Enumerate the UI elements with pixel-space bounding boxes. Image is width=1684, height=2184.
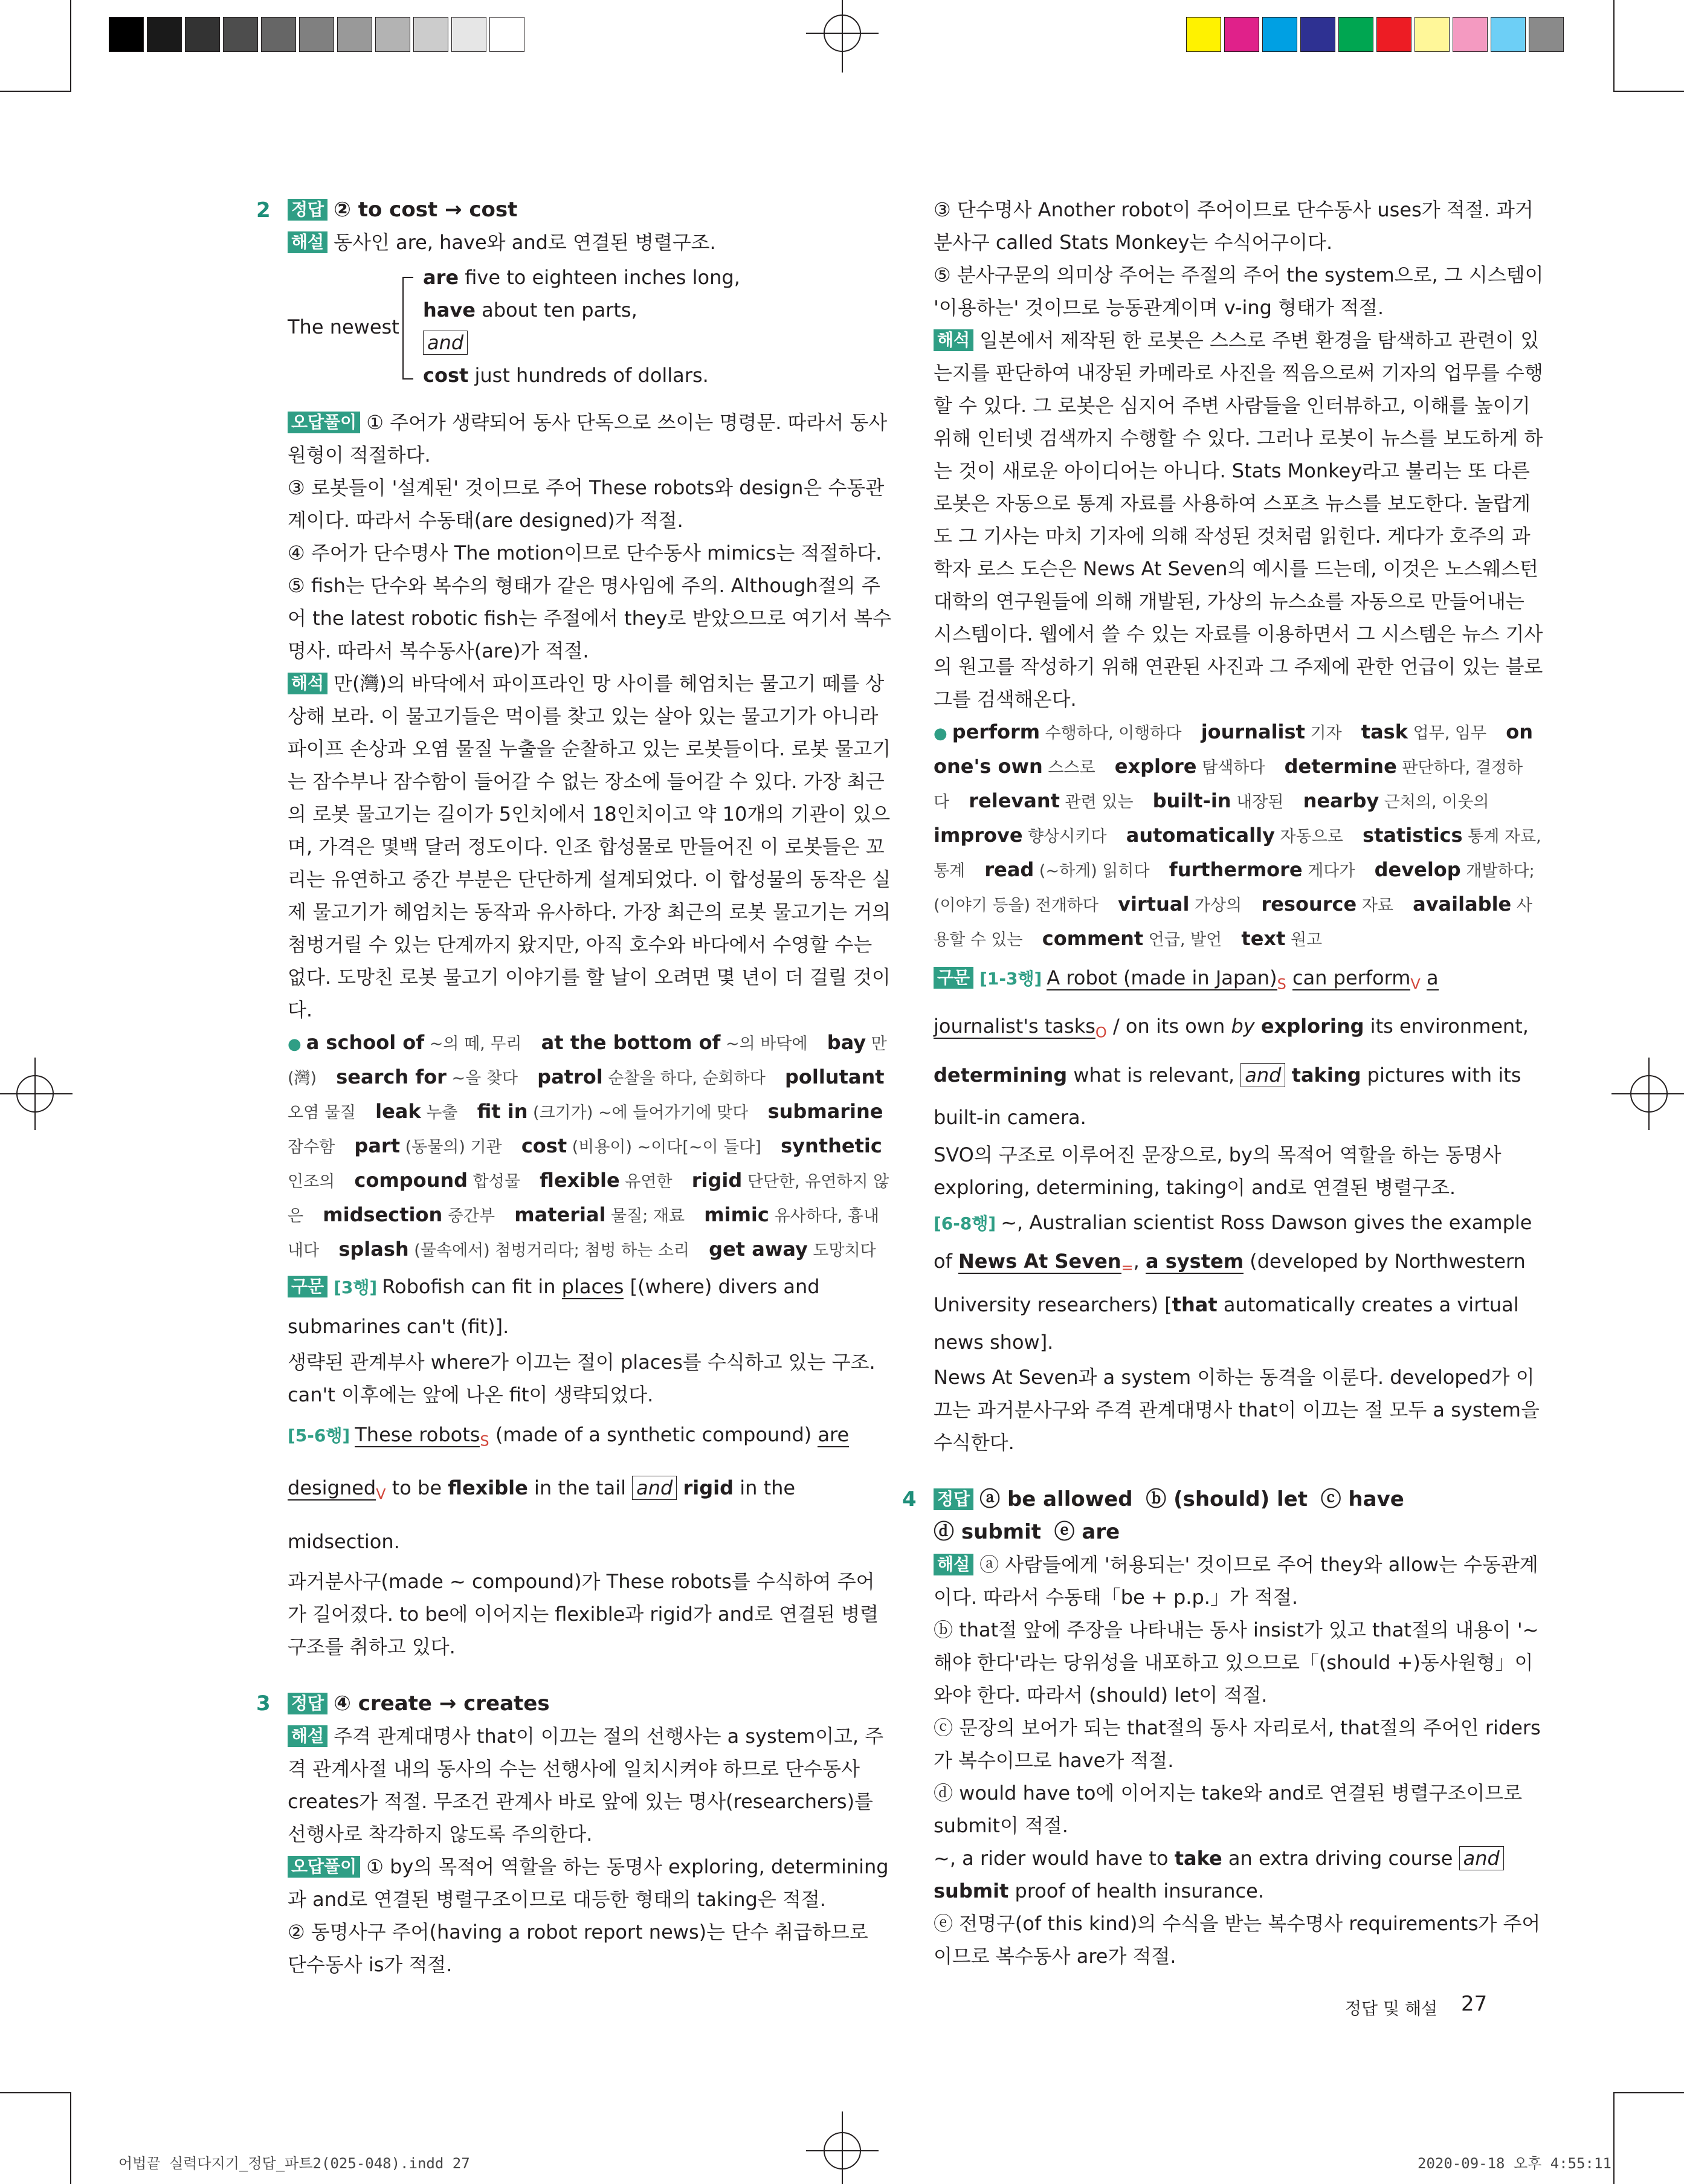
- q3-translation: 해석 일본에서 제작된 한 로봇은 스스로 주변 환경을 탐색하고 관련이 있는지를 판단하여 내장된 카메라로 사진을 찍음으로써 기자의 업무를 수행할 수 있다. 그 로봇은 심지어 주변 사람들을 인터뷰하고, 이해를 높이기 위해 인터넷 검색까지 수행할 수 있다. 그러나 로봇이 뉴스를 보도하게 하는 것이 새로운 아이디어는 아니다. Stats Monkey라고 불리는 또 다른 로봇은 자동으로 통계 자료를 사용하여 스포츠 뉴스를 보도한다. 놀랍게도 그 기사는 마치 기자에 의해 작성된 것처럼 읽힌다. 게다가 호주의 과학자 로스 도슨은 News At Seven의 예시를 드는데, 이것은 노스웨스턴 대학의 연구원들에 의해 개발된, 가상의 뉴스쇼를 자동으로 만들어내는 시스템이다. 웹에서 쓸 수 있는 자료를 이용하면서 그 시스템은 뉴스 기사의 원고를 작성하기 위해 연관된 사진과 그 주제에 관한 언급이 있는 블로그를 검색해온다.: [934, 329, 1543, 711]
- vocab-word: determine: [1284, 755, 1397, 778]
- q2-wrong-3: ④ 주어가 단수명사 The motion이므로 단수동사 mimics는 적절하다.: [288, 541, 882, 564]
- vocab-word: splash: [338, 1238, 409, 1261]
- q4-explain-a: 해설 ⓐ 사람들에게 '허용되는' 것이므로 주어 they와 allow는 수동관계이다. 따라서 수동태「be + p.p.」가 적절.: [934, 1553, 1538, 1609]
- vocab-meaning: 인조의: [288, 1172, 335, 1191]
- color-swatch: [1491, 17, 1526, 52]
- vocab-word: task: [1361, 720, 1408, 743]
- vocab-word: bay: [827, 1031, 866, 1054]
- vocab-meaning: (비용이) ~이다[~이 들다]: [567, 1138, 761, 1157]
- vocab-word: statistics: [1363, 824, 1463, 847]
- vocab-word: virtual: [1118, 893, 1190, 916]
- vocab-meaning: 잠수함: [288, 1138, 335, 1157]
- bullet-icon: ●: [934, 725, 947, 743]
- gray-swatch: [223, 17, 258, 52]
- left-column: [256, 193, 892, 1981]
- question-number-2: 2: [256, 198, 271, 222]
- vocab-meaning: ~의 떼, 무리: [424, 1035, 522, 1053]
- vocab-word: patrol: [537, 1065, 603, 1088]
- q2-syntax-2-note: 과거분사구(made ~ compound)가 These robots를 수식하여 주어가 길어졌다. to be에 이어지는 flexible과 rigid가 and로 연결된 병렬구조를 취하고 있다.: [288, 1569, 879, 1658]
- gray-swatch: [489, 17, 524, 52]
- q2-syntax-2: [5-6행] These robots$_S$ (made of a synthetic compound) are designed$_V$ to be flexible in the tail and rigid in the midsection.: [288, 1423, 850, 1553]
- vocab-word: improve: [934, 824, 1023, 847]
- vocab-word: a school of: [306, 1031, 425, 1054]
- vocab-word: on one's own: [934, 720, 1534, 778]
- vocab-meaning: (크기가) ~에 들어가기에 맞다: [527, 1103, 749, 1122]
- q4-block: [902, 1483, 1545, 1972]
- vocab-word: read: [984, 858, 1034, 881]
- vocab-meaning: 수행하다, 이행하다: [1040, 724, 1182, 743]
- vocab-word: get away: [709, 1238, 808, 1261]
- crop-mark: [70, 2092, 71, 2184]
- gray-swatch: [375, 17, 410, 52]
- vocab-word: furthermore: [1169, 858, 1303, 881]
- vocab-word: leak: [375, 1100, 421, 1123]
- vocab-word: rigid: [691, 1169, 743, 1192]
- q3-syntax-1-note: SVO의 구조로 이루어진 문장으로, by의 목적어 역할을 하는 동명사 exploring, determining, taking이 and로 연결된 병렬구조.: [934, 1143, 1502, 1199]
- parallel-diagram: The newest are five to eighteen inches long, have about ten parts, and cost just hundreds of dollars.: [288, 266, 740, 387]
- color-swatch: [1529, 17, 1564, 52]
- wrong-tag: 오답풀이: [288, 412, 360, 433]
- vocab-meaning: 탐색하다: [1196, 758, 1265, 777]
- vocab-word: search for: [336, 1065, 447, 1088]
- gray-swatch: [413, 17, 448, 52]
- color-swatch: [1300, 17, 1335, 52]
- vocab-meaning: (물속에서) 첨벙거리다; 첨벙 하는 소리: [408, 1241, 689, 1260]
- q3-explain: 해설 주격 관계대명사 that이 이끄는 절의 선행사는 a system이고, 주격 관계사절 내의 동사의 수는 선행사에 일치시켜야 하므로 단수동사 creates가 적절. 무조건 관계사 바로 앞에 있는 명사(researchers)를 선행사로 착각하지 않도록 주의한다.: [288, 1724, 884, 1846]
- vocab-meaning: 합성물: [468, 1172, 520, 1191]
- vocab-meaning: 자료: [1357, 896, 1393, 915]
- vocab-meaning: 유사하다, 흉내 내다: [288, 1207, 880, 1260]
- vocab-word: compound: [354, 1169, 468, 1192]
- translate-tag: 해석: [288, 673, 327, 694]
- vocab-word: material: [514, 1203, 606, 1226]
- vocab-meaning: 누출: [421, 1103, 458, 1122]
- vocab-word: relevant: [969, 789, 1060, 812]
- vocab-word: mimic: [704, 1203, 769, 1226]
- q4-answer: 정답 ⓐ be allowed ⓑ (should) let ⓒ have: [934, 1483, 1545, 1516]
- q3-syntax-2: [6-8행] ~, Australian scientist Ross Dawson gives the example of News At Seven$_=$, a system (developed by Northwestern University researchers) [that automatically creates a virtual news show].: [934, 1210, 1532, 1354]
- crop-mark: [1613, 2092, 1684, 2093]
- registration-mark: [0, 1058, 73, 1130]
- bracket: [402, 277, 413, 380]
- vocab-word: submarine: [767, 1100, 883, 1123]
- vocab-meaning: 판단하다, 결정하다: [934, 758, 1523, 812]
- q3-wrong-5: ⑤ 분사구문의 의미상 주어는 주절의 주어 the system으로, 그 시스템이 '이용하는' 것이므로 능동관계이며 v-ing 형태가 적절.: [934, 263, 1544, 319]
- q3-wrong-2: ② 동명사구 주어(having a robot report news)는 단수 취급하므로 단수동사 is가 적절.: [288, 1920, 868, 1976]
- q2-translation: 해석 만(灣)의 바닥에서 파이프라인 망 사이를 헤엄치는 물고기 떼를 상상해 보라. 이 물고기들은 먹이를 찾고 있는 살아 있는 물고기가 아니라 파이프 손상과 오염 물질 누출을 순찰하고 있는 로봇들이다. 로봇 물고기는 잠수부나 잠수함이 들어갈 수 없는 장소에 들어갈 수 있다. 가장 최근의 로봇 물고기는 길이가 5인치에서 18인치이고 약 10개의 기관이 있으며, 가격은 몇백 달러 정도이다. 인조 합성물로 만들어진 이 로봇들은 꼬리는 유연하고 중간 부분은 단단하게 설계되었다. 이 합성물의 동작은 실제 물고기가 헤엄치는 동작과 유사하다. 가장 최근의 로봇 물고기는 거의 첨벙거릴 수 있는 단계까지 왔지만, 아직 호수와 바다에서 수영할 수는 없다. 도망친 로봇 물고기 이야기를 할 날이 오려면 몇 년이 더 걸릴 것이다.: [288, 672, 891, 1021]
- vocab-meaning: 단단한, 유연하지 않은: [288, 1172, 889, 1226]
- vocab-word: comment: [1042, 927, 1144, 950]
- crop-mark: [1613, 0, 1615, 91]
- vocab-word: develop: [1374, 858, 1461, 881]
- bullet-icon: ●: [288, 1035, 302, 1053]
- vocab-word: flexible: [540, 1169, 620, 1192]
- vocab-meaning: 통계 자료, 통계: [934, 827, 1541, 880]
- slug-filename: 어법끝 실력다지기_정답_파트2(025-048).indd 27: [118, 2155, 470, 2172]
- vocab-word: at the bottom of: [541, 1031, 721, 1054]
- answer-tag: 정답: [288, 199, 327, 221]
- crop-mark: [0, 91, 71, 92]
- vocab-word: nearby: [1303, 789, 1379, 812]
- q4-explain-b: ⓑ that절 앞에 주장을 나타내는 동사 insist가 있고 that절의 내용이 '~해야 한다'라는 당위성을 내포하고 있으므로「(should +)동사원형」이 와야 한다. 따라서 (should) let이 적절.: [934, 1618, 1539, 1707]
- gray-swatch: [261, 17, 296, 52]
- q4-explain-d: ⓓ would have to에 이어지는 take와 and로 연결된 병렬구조이므로 submit이 적절.: [934, 1782, 1523, 1838]
- page-number: 27: [1461, 1992, 1488, 2016]
- vocab-word: pollutant: [784, 1065, 885, 1088]
- q2-wrong-2: ③ 로봇들이 '설계된' 것이므로 주어 These robots와 design은 수동관계이다. 따라서 수동태(are designed)가 적절.: [288, 476, 885, 532]
- crop-mark: [70, 0, 71, 91]
- vocab-meaning: 향상시키다: [1022, 827, 1107, 846]
- q4-explain-c: ⓒ 문장의 보어가 되는 that절의 동사 자리로서, that절의 주어인 riders가 복수이므로 have가 적절.: [934, 1716, 1541, 1772]
- vocab-meaning: 게다가: [1302, 862, 1355, 880]
- q4-example: ~, a rider would have to take an extra driving course and submit proof of health insurance.: [934, 1842, 1545, 1907]
- syntax-tag: 구문: [288, 1276, 327, 1297]
- vocab-word: automatically: [1126, 824, 1275, 847]
- vocab-meaning: 언급, 발언: [1143, 931, 1222, 949]
- vocab-meaning: 내장된: [1231, 793, 1284, 812]
- color-swatch: [1415, 17, 1450, 52]
- color-swatch: [1186, 17, 1221, 52]
- color-swatch: [1338, 17, 1373, 52]
- vocab-meaning: ~의 바닥에: [720, 1035, 808, 1053]
- vocab-meaning: 기자: [1305, 724, 1342, 743]
- vocab-word: resource: [1261, 893, 1357, 916]
- vocab-word: available: [1413, 893, 1512, 916]
- vocab-meaning: 원고: [1285, 931, 1323, 949]
- vocab-word: perform: [952, 720, 1040, 743]
- registration-mark: [806, 0, 879, 73]
- q3-syntax-1: 구문 [1-3행] A robot (made in $Japan)_S$ can perform$_V$ a journalist's tasks$_O$ / on its own by exploring its environment, determining what is relevant, and taking pictures with its built-in camera.: [934, 966, 1529, 1129]
- q3-wrong-3: ③ 단수명사 Another robot이 주어이므로 단수동사 uses가 적절. 과거분사구 called Stats Monkey는 수식어구이다.: [934, 198, 1534, 254]
- gray-swatch: [147, 17, 182, 52]
- q3-answer: 정답 ④ create → creates: [288, 1687, 892, 1720]
- vocab-word: fit in: [477, 1100, 528, 1123]
- vocab-meaning: 사용할 수 있는: [934, 896, 1532, 949]
- vocab-meaning: 관련 있는: [1059, 793, 1134, 812]
- vocab-word: explore: [1114, 755, 1197, 778]
- question-number-4: 4: [902, 1487, 917, 1512]
- vocab-meaning: 만(灣): [288, 1035, 887, 1088]
- vocab-meaning: 개발하다; (이야기 등을) 전개하다: [934, 862, 1535, 915]
- crop-mark: [0, 2092, 71, 2093]
- q3-wrong-1: 오답풀이 ① by의 목적어 역할을 하는 동명사 exploring, determining과 and로 연결된 병렬구조이므로 대등한 형태의 taking은 적절.: [288, 1855, 889, 1911]
- vocab-meaning: 순찰을 하다, 순회하다: [602, 1069, 766, 1088]
- question-number-3: 3: [256, 1691, 271, 1716]
- gray-swatch: [337, 17, 372, 52]
- registration-mark: [806, 2111, 879, 2184]
- gray-swatch: [451, 17, 486, 52]
- q2-answer: 정답 ② to cost → cost: [288, 193, 892, 226]
- vocab-meaning: 스스로: [1042, 758, 1095, 777]
- gray-swatch: [109, 17, 144, 52]
- vocab-meaning: 유연한: [619, 1172, 673, 1191]
- vocab-word: text: [1241, 927, 1286, 950]
- color-swatch: [1376, 17, 1411, 52]
- q2-syntax-1: 구문 [3행] Robofish can fit in places [(where) divers and submarines can't (fit)].: [288, 1275, 820, 1338]
- vocab-word: midsection: [323, 1203, 443, 1226]
- color-swatch: [1224, 17, 1259, 52]
- vocab-meaning: 근처의, 이웃의: [1379, 793, 1489, 812]
- q2-wrong-1: 오답풀이 ① 주어가 생략되어 동사 단독으로 쓰이는 명령문. 따라서 동사원형이 적절하다.: [288, 411, 888, 467]
- q2-vocabulary: [288, 1026, 892, 1267]
- gray-swatch: [185, 17, 220, 52]
- vocab-meaning: 자동으로: [1274, 827, 1343, 846]
- vocab-meaning: 물질; 재료: [605, 1207, 685, 1226]
- q4-explain-e: ⓔ 전명구(of this kind)의 수식을 받는 복수명사 requirements가 주어이므로 복수동사 are가 적절.: [934, 1912, 1541, 1968]
- crop-mark: [1613, 2092, 1615, 2184]
- vocab-meaning: (~하게) 읽히다: [1034, 862, 1150, 880]
- q3-vocabulary: [934, 716, 1545, 957]
- vocab-word: synthetic: [781, 1134, 882, 1157]
- slug-date: 2020-09-18 오후 4:55:11: [1418, 2155, 1611, 2172]
- vocab-meaning: 오염 물질: [288, 1103, 356, 1122]
- vocab-meaning: 가상의: [1189, 896, 1242, 915]
- crop-mark: [1613, 91, 1684, 92]
- vocab-meaning: ~을 찾다: [446, 1069, 518, 1088]
- vocab-word: journalist: [1201, 720, 1305, 743]
- q4-answer-2: ⓓ submit ⓔ are: [934, 1520, 1120, 1545]
- right-column: [902, 193, 1545, 1972]
- vocab-word: part: [354, 1134, 400, 1157]
- q3-syntax-2-note: News At Seven과 a system 이하는 동격을 이룬다. developed가 이끄는 과거분사구와 주격 관계대명사 that이 이끄는 절 모두 a system을 수식한다.: [934, 1366, 1540, 1455]
- section-label: 정답 및 해설: [1345, 1998, 1438, 2018]
- color-swatch: [1453, 17, 1488, 52]
- q2-wrong-4: ⑤ fish는 단수와 복수의 형태가 같은 명사임에 주의. Although절의 주어 the latest robotic fish는 주절에서 they로 받았으므로 여기서 복수명사. 따라서 복수동사(are)가 적절.: [288, 574, 892, 662]
- gray-swatch: [299, 17, 334, 52]
- vocab-meaning: 도망치다: [807, 1241, 876, 1260]
- q3-block: [256, 1687, 892, 1981]
- vocab-meaning: 업무, 임무: [1408, 724, 1487, 743]
- vocab-meaning: (동물의) 기관: [400, 1138, 502, 1157]
- explain-tag: 해설: [288, 231, 327, 253]
- vocab-meaning: 중간부: [442, 1207, 495, 1226]
- registration-mark: [1611, 1058, 1684, 1130]
- vocab-word: built-in: [1152, 789, 1231, 812]
- q2-explain: 해설 동사인 are, have와 and로 연결된 병렬구조.: [288, 226, 892, 259]
- vocab-word: cost: [521, 1134, 567, 1157]
- color-swatch: [1262, 17, 1297, 52]
- q2-syntax-1-note: 생략된 관계부사 where가 이끄는 절이 places를 수식하고 있는 구조. can't 이후에는 앞에 나온 fit이 생략되었다.: [288, 1351, 876, 1406]
